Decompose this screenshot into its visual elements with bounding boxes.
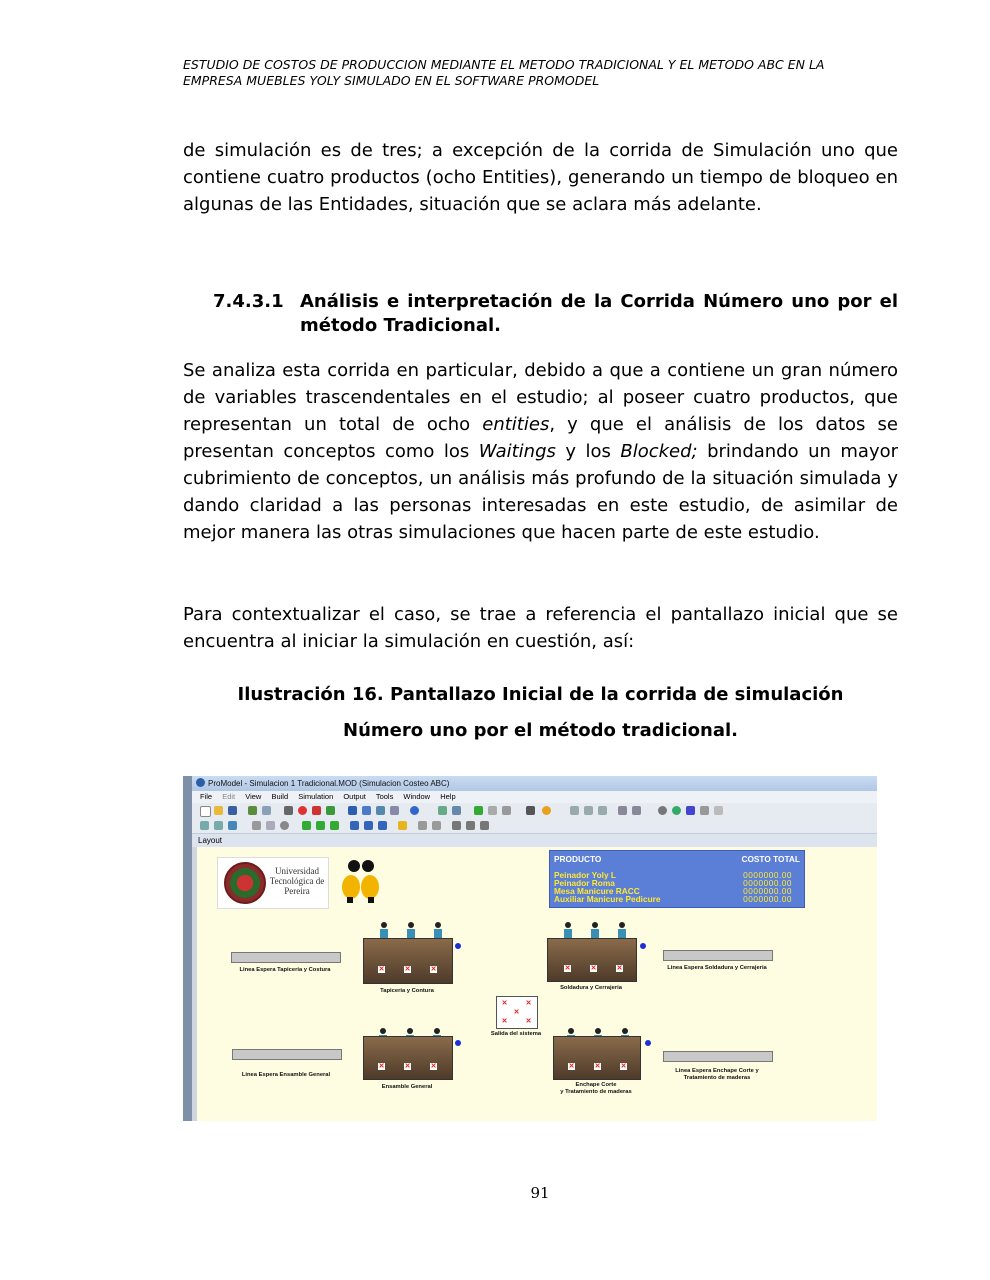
grid-icon[interactable] bbox=[526, 806, 535, 815]
play-icon[interactable] bbox=[326, 806, 335, 815]
page-number: 91 bbox=[530, 1184, 550, 1202]
path-icon[interactable] bbox=[252, 821, 261, 830]
x-mark-icon: ✕ bbox=[430, 1063, 437, 1071]
x-mark-icon: ✕ bbox=[525, 1000, 532, 1007]
analysis-text-2: , y que el análisis de los datos se presentan conceptos como los bbox=[183, 414, 898, 462]
x-mark-icon: ✕ bbox=[594, 1063, 601, 1071]
exit-label: Salida del sistema bbox=[490, 1031, 542, 1037]
chart-icon[interactable] bbox=[362, 806, 371, 815]
menu-view[interactable]: View bbox=[245, 792, 262, 801]
text-icon[interactable] bbox=[480, 821, 489, 830]
location-soldadura-label: Soldadura y Cerrajeria bbox=[560, 985, 622, 991]
product-cost: 0000000.00 bbox=[743, 870, 792, 880]
product-name: Peinador Roma bbox=[554, 878, 615, 888]
location-tapiceria-label: Tapiceria y Contura bbox=[380, 988, 434, 994]
queue-enchape-label-line-1: Linea Espera Enchape Corte y bbox=[675, 1068, 759, 1074]
term-blocked: Blocked; bbox=[620, 441, 698, 462]
status-dot bbox=[645, 1040, 651, 1046]
x-mark-icon: ✕ bbox=[513, 1009, 520, 1016]
section-title: Análisis e interpretación de la Corrida Número uno por el método Tradicional. bbox=[300, 291, 898, 336]
zoom-icon[interactable] bbox=[570, 806, 579, 815]
status-dot bbox=[640, 943, 646, 949]
blue-b-icon[interactable] bbox=[364, 821, 373, 830]
header-line-1: ESTUDIO DE COSTOS DE PRODUCCION MEDIANTE EL METODO TRADICIONAL Y EL METODO ABC EN LA bbox=[183, 57, 825, 72]
figure-caption-line-2: Número uno por el método tradicional. bbox=[343, 720, 738, 741]
exit-location[interactable] bbox=[496, 996, 538, 1029]
queue-enchape-label-line-2: Tratamiento de maderas bbox=[683, 1075, 751, 1081]
menu-output[interactable]: Output bbox=[343, 792, 366, 801]
toolbar-primary bbox=[192, 803, 877, 819]
queue-soldadura-label: Linea Espera Soldadura y Cerrajeria bbox=[667, 965, 767, 971]
cost-total-panel bbox=[549, 850, 805, 908]
section-number: 7.4.3.1 bbox=[213, 291, 284, 312]
build-icon[interactable] bbox=[248, 806, 257, 815]
info-icon[interactable] bbox=[410, 806, 419, 815]
menu-file[interactable]: File bbox=[200, 792, 213, 801]
menu-bar bbox=[192, 791, 877, 803]
product-name: Auxiliar Manicure Pedicure bbox=[554, 894, 661, 904]
x-mark-icon: ✕ bbox=[404, 1063, 411, 1071]
mascot-icon bbox=[337, 857, 385, 903]
analysis-text-3: y los bbox=[555, 441, 621, 462]
queue-ensamble-label: Linea Espera Ensamble General bbox=[241, 1072, 331, 1078]
x-mark-icon: ✕ bbox=[404, 966, 411, 974]
green-b-icon[interactable] bbox=[316, 821, 325, 830]
view-icon[interactable] bbox=[266, 821, 275, 830]
location-enchape-label-line-1: Enchape Corte bbox=[575, 1082, 617, 1088]
background-icon[interactable] bbox=[228, 821, 237, 830]
analysis-text-4: brindando un mayor cubrimiento de conceptos, un análisis más profundo de la situación simulada y dando claridad a las personas interesadas en este estudio, de asimilar de mejor manera las otras simulaciones que hacen parte de este estudio. bbox=[183, 441, 899, 543]
menu-simulation[interactable]: Simulation bbox=[298, 792, 334, 801]
university-logo bbox=[217, 857, 329, 909]
yellow-icon[interactable] bbox=[398, 821, 407, 830]
queue-enchape-label bbox=[657, 1068, 777, 1082]
new-file-icon[interactable] bbox=[200, 806, 211, 817]
running-header bbox=[183, 57, 883, 89]
intro-paragraph: de simulación es de tres; a excepción de la corrida de Simulación uno que contiene cuatro productos (ocho Entities), generando un tiempo de bloqueo en algunas de las Entidades, situación que se aclara más adelante. bbox=[183, 140, 898, 215]
x-mark-icon: ✕ bbox=[590, 965, 597, 973]
chat-icon[interactable] bbox=[632, 806, 641, 815]
location-ensamble[interactable] bbox=[363, 1036, 453, 1080]
blue-a-icon[interactable] bbox=[350, 821, 359, 830]
menu-help[interactable]: Help bbox=[440, 792, 456, 801]
x-mark-icon: ✕ bbox=[616, 965, 623, 973]
toolbar-secondary bbox=[192, 818, 877, 834]
university-seal-icon bbox=[224, 862, 266, 904]
location-enchape-label-line-2: y Tratamiento de maderas bbox=[560, 1089, 632, 1095]
location-enchape[interactable] bbox=[553, 1036, 641, 1080]
status-dot bbox=[455, 1040, 461, 1046]
eraser-icon[interactable] bbox=[714, 806, 723, 815]
menu-window[interactable]: Window bbox=[403, 792, 431, 801]
pause-icon[interactable] bbox=[488, 806, 497, 815]
x-mark-icon: ✕ bbox=[568, 1063, 575, 1071]
window-titlebar bbox=[192, 776, 877, 791]
arrow-back-icon[interactable] bbox=[312, 806, 321, 815]
term-waitings: Waitings bbox=[478, 441, 556, 462]
layout-canvas bbox=[197, 847, 877, 1121]
promodel-app-icon bbox=[196, 778, 205, 787]
settings-icon[interactable] bbox=[658, 806, 667, 815]
queue-tapiceria-label: Linea Espera Tapiceria y Costura bbox=[239, 967, 331, 973]
location-soldadura[interactable] bbox=[547, 938, 637, 982]
product-name: Mesa Manicure RACC bbox=[554, 886, 640, 896]
x-mark-icon: ✕ bbox=[430, 966, 437, 974]
x-mark-icon: ✕ bbox=[620, 1063, 627, 1071]
x-mark-icon: ✕ bbox=[525, 1018, 532, 1025]
queue-ensamble[interactable] bbox=[232, 1049, 342, 1060]
graph-icon[interactable] bbox=[452, 806, 461, 815]
layout-window-header bbox=[192, 834, 877, 847]
green-c-icon[interactable] bbox=[330, 821, 339, 830]
locations-icon[interactable] bbox=[284, 806, 293, 815]
step-icon[interactable] bbox=[502, 806, 511, 815]
layout-tab[interactable]: Layout bbox=[198, 836, 223, 845]
x-mark-icon: ✕ bbox=[378, 1063, 385, 1071]
stop-icon[interactable] bbox=[298, 806, 307, 815]
unlink-icon[interactable] bbox=[432, 821, 441, 830]
cost-row bbox=[554, 895, 792, 903]
pencil-icon[interactable] bbox=[700, 806, 709, 815]
queue-soldadura[interactable] bbox=[663, 950, 773, 961]
location-ensamble-label: Ensamble General bbox=[381, 1084, 433, 1090]
edit-icon[interactable] bbox=[618, 806, 627, 815]
resources-icon[interactable] bbox=[376, 806, 385, 815]
col-producto: PRODUCTO bbox=[554, 854, 602, 864]
window-icon[interactable] bbox=[200, 821, 209, 830]
table-icon[interactable] bbox=[390, 806, 399, 815]
open-folder-icon[interactable] bbox=[214, 806, 223, 815]
col-costo-total: COSTO TOTAL bbox=[741, 854, 800, 864]
product-cost: 0000000.00 bbox=[743, 886, 792, 896]
x-mark-icon: ✕ bbox=[501, 1000, 508, 1007]
globe-icon[interactable] bbox=[672, 806, 681, 815]
pan-icon[interactable] bbox=[584, 806, 593, 815]
link-icon[interactable] bbox=[418, 821, 427, 830]
home-icon[interactable] bbox=[348, 806, 357, 815]
promodel-screenshot bbox=[183, 776, 877, 1121]
cost-panel-header bbox=[554, 854, 800, 864]
analysis-paragraph bbox=[183, 357, 898, 546]
term-entities: entities bbox=[482, 414, 550, 435]
window-title: ProModel - Simulacion 1 Tradicional.MOD (Simulacion Costeo ABC) bbox=[208, 779, 450, 788]
check-icon[interactable] bbox=[262, 806, 271, 815]
menu-edit[interactable]: Edit bbox=[222, 792, 236, 801]
desktop-edge bbox=[183, 776, 192, 1121]
queue-enchape[interactable] bbox=[663, 1051, 773, 1062]
x-mark-icon: ✕ bbox=[501, 1018, 508, 1025]
report-icon[interactable] bbox=[438, 806, 447, 815]
university-name: Universidad Tecnológica de Pereira bbox=[269, 866, 325, 896]
location-enchape-label bbox=[541, 1082, 651, 1096]
save-icon[interactable] bbox=[228, 806, 237, 815]
x-mark-icon: ✕ bbox=[564, 965, 571, 973]
arrange-icon[interactable] bbox=[452, 821, 461, 830]
align-icon[interactable] bbox=[466, 821, 475, 830]
analysis-text-1: Se analiza esta corrida en particular, debido a que a contiene un gran número de variables trascendentales en el estudio; al poseer cuatro productos, que representan un total de ocho bbox=[183, 360, 898, 435]
product-cost: 0000000.00 bbox=[743, 878, 792, 888]
run-icon[interactable] bbox=[474, 806, 483, 815]
green-a-icon[interactable] bbox=[302, 821, 311, 830]
context-paragraph: Para contextualizar el caso, se trae a referencia el pantallazo inicial que se encuentra al iniciar la simulación en cuestión, así: bbox=[183, 604, 898, 652]
status-dot bbox=[455, 943, 461, 949]
product-cost: 0000000.00 bbox=[743, 894, 792, 904]
x-mark-icon: ✕ bbox=[378, 966, 385, 974]
header-line-2: EMPRESA MUEBLES YOLY SIMULADO EN EL SOFTWARE PROMODEL bbox=[183, 73, 600, 88]
magnifier-icon[interactable] bbox=[280, 821, 289, 830]
menu-tools[interactable]: Tools bbox=[375, 792, 394, 801]
select-icon[interactable] bbox=[598, 806, 607, 815]
pie-chart-icon[interactable] bbox=[542, 806, 551, 815]
menu-build[interactable]: Build bbox=[271, 792, 289, 801]
triangle-icon[interactable] bbox=[686, 806, 695, 815]
blue-c-icon[interactable] bbox=[378, 821, 387, 830]
product-name: Peinador Yoly L bbox=[554, 870, 616, 880]
location-tapiceria[interactable] bbox=[363, 938, 453, 984]
layout-icon[interactable] bbox=[214, 821, 223, 830]
figure-caption-line-1: Ilustración 16. Pantallazo Inicial de la corrida de simulación bbox=[237, 684, 844, 705]
queue-tapiceria[interactable] bbox=[231, 952, 341, 963]
